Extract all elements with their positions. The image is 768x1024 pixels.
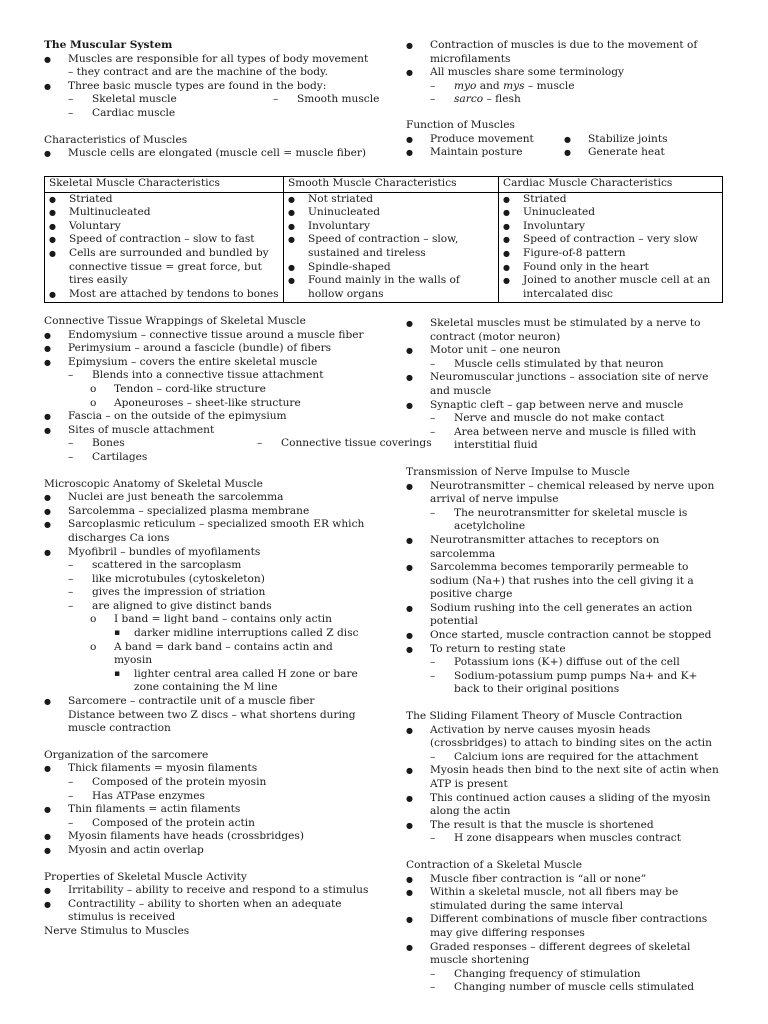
list-item: ● Most are attached by tendons to bones — [49, 288, 279, 302]
list-item: – Smooth muscle — [249, 93, 379, 107]
list-item: – H zone disappears when muscles contract — [406, 832, 722, 846]
list-item: ● Uninucleated — [503, 206, 718, 220]
list-item: ● All muscles share some terminology — [406, 66, 722, 80]
list-item: ● Found only in the heart — [503, 261, 718, 275]
term-sarco — [406, 93, 722, 107]
list-item: ● This continued action causes a sliding of the myosin along the actin — [406, 792, 722, 819]
table-cell-smooth — [284, 192, 499, 303]
nerve-list — [406, 317, 722, 453]
list-item: ● Muscle cells are elongated (muscle cell = muscle fiber) — [44, 147, 374, 161]
list-item: – Has ATPase enzymes — [44, 790, 374, 804]
list-item: ● Involuntary — [503, 220, 718, 234]
list-item: ● Motor unit – one neuron — [406, 344, 722, 358]
list-item: ● Once started, muscle contraction cannot be stopped — [406, 629, 722, 643]
list-item: ● Nuclei are just beneath the sarcolemma — [44, 491, 374, 505]
connective-list — [44, 329, 374, 438]
sliding-list — [406, 724, 722, 846]
term-text: – flesh — [483, 93, 521, 106]
section-heading: Function of Muscles — [406, 118, 515, 131]
list-item: ● Neurotransmitter attaches to receptors on sarcolemma — [406, 534, 722, 561]
list-item: ● Involuntary — [288, 220, 494, 234]
left-bottom-section — [44, 315, 432, 939]
list-item: ● Spindle-shaped — [288, 261, 494, 275]
list-item: ● Fascia – on the outside of the epimysium — [44, 410, 374, 424]
term-myo — [406, 80, 722, 94]
list-item: ● Maintain posture — [406, 146, 564, 160]
list-item: – scattered in the sarcoplasm — [44, 559, 374, 573]
list-item: ● Perimysium – around a fascicle (bundle) of fibers — [44, 342, 374, 356]
term-text: and — [476, 79, 504, 92]
list-item: ● Graded responses – different degrees of skeletal muscle shortening — [406, 941, 722, 968]
characteristics-list — [44, 147, 374, 161]
list-item: – Composed of the protein actin — [44, 817, 374, 831]
table-cell-cardiac — [499, 192, 723, 303]
list-item: ● Speed of contraction – slow, sustained and tireless — [288, 233, 494, 260]
attachment-row — [44, 437, 432, 451]
intro-list — [44, 53, 374, 94]
term-text: sarco — [454, 93, 484, 106]
list-item: o I band = light band – contains only actin — [44, 613, 374, 627]
list-item: ● Not striated — [288, 193, 494, 207]
contraction-list — [406, 873, 722, 995]
list-item: o Aponeuroses – sheet-like structure — [44, 397, 374, 411]
right-top-section — [406, 39, 722, 160]
list-item: – are aligned to give distinct bands — [44, 600, 374, 614]
list-item: – Bones — [44, 437, 233, 451]
list-item: ● Within a skeletal muscle, not all fibers may be stimulated during the same interval — [406, 886, 722, 913]
list-item: ● Myosin heads then bind to the next site of actin when ATP is present — [406, 764, 722, 791]
properties-list — [44, 884, 374, 925]
list-item: ● Striated — [49, 193, 279, 207]
left-top-section — [44, 39, 380, 161]
list-item: o A band = dark band – contains actin and myosin — [44, 641, 374, 668]
list-item: ● Speed of contraction – very slow — [503, 233, 718, 247]
list-item: – gives the impression of striation — [44, 586, 374, 600]
list-item: – Changing number of muscle cells stimulated — [406, 981, 722, 995]
list-item: ● Epimysium – covers the entire skeletal muscle — [44, 356, 374, 370]
list-item: ● Sarcomere – contractile unit of a muscle fiber — [44, 695, 374, 709]
table-header: Smooth Muscle Characteristics — [284, 177, 499, 193]
muscle-characteristics-table — [44, 176, 723, 303]
section-heading: Properties of Skeletal Muscle Activity — [44, 870, 247, 883]
list-item: – Composed of the protein myosin — [44, 776, 374, 790]
section-heading: The Sliding Filament Theory of Muscle Contraction — [406, 710, 683, 723]
list-item: ● Sodium rushing into the cell generates an action potential — [406, 602, 722, 629]
section-heading: Contraction of a Skeletal Muscle — [406, 858, 583, 871]
list-item: ● Synaptic cleft – gap between nerve and muscle — [406, 399, 722, 413]
list-item: ● Stabilize joints — [564, 133, 668, 147]
list-item: Distance between two Z discs – what shortens during muscle contraction — [68, 708, 356, 735]
list-item: ● Skeletal muscles must be stimulated by a nerve to contract (motor neuron) — [406, 317, 722, 344]
list-item: – Blends into a connective tissue attachment — [44, 369, 374, 383]
term-text: mys — [503, 79, 525, 92]
list-item: ● Thin filaments = actin filaments — [44, 803, 374, 817]
list-item: – Cartilages — [44, 451, 374, 465]
section-heading: Microscopic Anatomy of Skeletal Muscle — [44, 477, 263, 490]
list-item: ● Muscles are responsible for all types of body movement – they contract and are the machine of the body. — [44, 53, 374, 80]
list-item: ● Contraction of muscles is due to the movement of microfilaments — [406, 39, 722, 66]
function-row — [406, 133, 722, 147]
list-item: – Connective tissue coverings — [233, 437, 432, 451]
list-item: ▪ darker midline interruptions called Z disc — [44, 627, 374, 641]
list-item: ● Endomysium – connective tissue around a muscle fiber — [44, 329, 374, 343]
list-item: ● The result is that the muscle is shortened — [406, 819, 722, 833]
list-item: ● Voluntary — [49, 220, 279, 234]
list-item: ● Myosin filaments have heads (crossbridges) — [44, 830, 374, 844]
list-item: – Skeletal muscle — [44, 93, 249, 107]
list-item: o Tendon – cord-like structure — [44, 383, 374, 397]
transmission-list — [406, 480, 722, 698]
list-item: ● Myosin and actin overlap — [44, 844, 374, 858]
list-item: – The neurotransmitter for skeletal muscle is acetylcholine — [406, 507, 722, 534]
list-item: ● Cells are surrounded and bundled by connective tissue = great force, but tires easily — [49, 247, 279, 288]
table-header: Cardiac Muscle Characteristics — [499, 177, 723, 193]
list-item: ● Striated — [503, 193, 718, 207]
list-item: ● Neurotransmitter – chemical released by nerve upon arrival of nerve impulse — [406, 480, 722, 507]
term-text: – muscle — [524, 79, 575, 92]
list-item: ● Sarcolemma – specialized plasma membrane — [44, 505, 374, 519]
list-item: – Muscle cells stimulated by that neuron — [406, 358, 722, 372]
muscle-types-row — [44, 93, 380, 107]
list-item: – Area between nerve and muscle is filled with interstitial fluid — [406, 426, 722, 453]
section-heading: Transmission of Nerve Impulse to Muscle — [406, 465, 630, 478]
right-bottom-section — [406, 317, 722, 995]
table-cell-skeletal — [45, 192, 284, 303]
list-item: ● To return to resting state — [406, 643, 722, 657]
list-item: – Calcium ions are required for the attachment — [406, 751, 722, 765]
function-row — [406, 146, 722, 160]
list-item: ● Found mainly in the walls of hollow organs — [288, 274, 494, 301]
list-item: ● Different combinations of muscle fiber contractions may give differing responses — [406, 913, 722, 940]
list-item: ● Muscle fiber contraction is “all or none” — [406, 873, 722, 887]
list-item: ● Sarcoplasmic reticulum – specialized smooth ER which discharges Ca ions — [44, 518, 374, 545]
list-item: ● Sarcolemma becomes temporarily permeable to sodium (Na+) that rushes into the cell giving it a positive charge — [406, 561, 722, 602]
table-header: Skeletal Muscle Characteristics — [45, 177, 284, 193]
list-item: ● Sites of muscle attachment — [44, 424, 374, 438]
list-item: ● Figure-of-8 pattern — [503, 247, 718, 261]
list-item: – Cardiac muscle — [44, 107, 374, 121]
term-text: myo — [454, 79, 477, 92]
terminology-list — [406, 39, 722, 80]
list-item: – Changing frequency of stimulation — [406, 968, 722, 982]
list-item: ▪ lighter central area called H zone or bare zone containing the M line — [44, 668, 374, 695]
list-item: ● Speed of contraction – slow to fast — [49, 233, 279, 247]
list-item: ● Uninucleated — [288, 206, 494, 220]
section-heading: Connective Tissue Wrappings of Skeletal Muscle — [44, 315, 306, 327]
page-title: The Muscular System — [44, 39, 173, 51]
list-item: – like microtubules (cytoskeleton) — [44, 573, 374, 587]
list-item: – Nerve and muscle do not make contact — [406, 412, 722, 426]
section-heading: Characteristics of Muscles — [44, 133, 188, 146]
list-item: – Potassium ions (K+) diffuse out of the cell — [406, 656, 722, 670]
list-item: ● Joined to another muscle cell at an intercalated disc — [503, 274, 718, 301]
list-item: – Sodium-potassium pump pumps Na+ and K+ back to their original positions — [406, 670, 722, 697]
list-item: ● Irritability – ability to receive and respond to a stimulus — [44, 884, 374, 898]
section-heading: Organization of the sarcomere — [44, 748, 209, 761]
list-item: ● Produce movement — [406, 133, 564, 147]
list-item: ● Generate heat — [564, 146, 665, 160]
list-item: ● Neuromuscular junctions – association site of nerve and muscle — [406, 371, 722, 398]
list-item: ● Myofibril – bundles of myofilaments — [44, 546, 374, 560]
list-item: ● Multinucleated — [49, 206, 279, 220]
sarcomere-list — [44, 762, 374, 857]
micro-list — [44, 491, 374, 709]
list-item: ● Thick filaments = myosin filaments — [44, 762, 374, 776]
list-item: ● Activation by nerve causes myosin heads (crossbridges) to attach to binding sites on the actin — [406, 724, 722, 751]
list-item: ● Contractility – ability to shorten when an adequate stimulus is received — [44, 898, 374, 925]
section-heading: Nerve Stimulus to Muscles — [44, 924, 190, 937]
list-item: ● Three basic muscle types are found in the body: — [44, 80, 374, 94]
